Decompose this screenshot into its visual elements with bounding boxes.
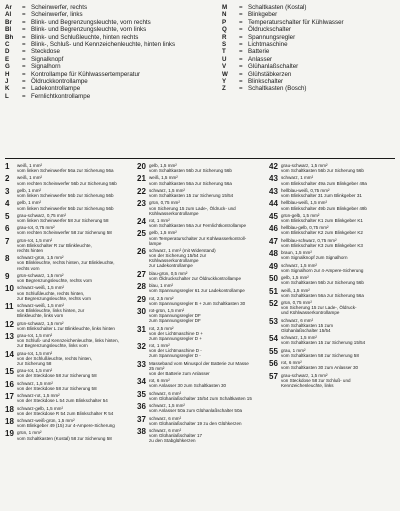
legend-description: Blinkschalter xyxy=(248,78,284,86)
wire-description: grün, 0,75 mm² von Sicherung 15 zum Lade-, Öldruck- und Kühlwasserkontrollampe xyxy=(149,200,236,216)
wire-entry xyxy=(269,250,396,260)
legend-equals: = xyxy=(22,18,26,26)
legend-description: Temperaturschalter für Kühlwasser xyxy=(248,18,344,26)
wire-description: schwarz-grün, 1,5 mm² von Blinkleuchte, rechts hinten, zur Blinkleuchte, rechts vorn xyxy=(17,255,115,271)
legend-equals: = xyxy=(239,41,243,49)
wire-number: 33 xyxy=(137,359,146,369)
wire-description: schwarz-weiß-grün, 1,5 mm² vom Blinkgeber 49 (15) zur 4-Ampere-Sicherung xyxy=(17,418,115,429)
legend-item xyxy=(222,63,397,70)
legend-item xyxy=(222,19,397,26)
wire-description: rot, 6 mm² vom Anlasser 30 zum Schaltkasten 30 xyxy=(149,378,227,389)
legend-equals: = xyxy=(22,33,26,41)
wire-entry xyxy=(5,368,132,378)
wire-number: 21 xyxy=(137,174,146,184)
legend-description: Öldruckkontrollampe xyxy=(31,78,88,86)
wire-entry xyxy=(269,225,396,235)
wire-entry xyxy=(137,428,264,443)
legend-code: P xyxy=(222,18,227,26)
wire-entry xyxy=(137,343,264,358)
legend-description: Scheinwerfer, rechts xyxy=(31,4,88,11)
wire-number: 12 xyxy=(5,319,14,329)
wire-number: 48 xyxy=(269,249,278,259)
wire-entry xyxy=(5,333,132,348)
wire-description: grün, 1 mm² vom Schaltkasten (Kostal) 58 zur Sicherung 58 xyxy=(17,430,112,441)
wire-number: 28 xyxy=(137,282,146,292)
legend-item xyxy=(5,71,220,78)
wire-entry xyxy=(137,163,264,173)
wire-description: hellblau-weiß, 0,75 mm² vom Blinkschalter 31 zum Blinkgeber 31 xyxy=(281,187,362,199)
wire-description: gelb, 1,5 mm² vom Schaltkasten 56b zur Sicherung 56b xyxy=(281,275,364,286)
legend-item xyxy=(222,78,397,85)
wire-number: 38 xyxy=(137,427,146,437)
legend-description: Steckdose xyxy=(31,48,60,56)
wire-entry xyxy=(137,403,264,413)
legend-item xyxy=(5,19,220,26)
wire-number: 55 xyxy=(269,346,278,356)
wire-entry xyxy=(269,213,396,223)
wire-number: 2 xyxy=(5,174,10,184)
wire-entry xyxy=(269,288,396,298)
legend-equals: = xyxy=(22,70,26,78)
legend-code: M xyxy=(222,4,228,11)
legend-item xyxy=(222,34,397,41)
wire-number: 18 xyxy=(5,404,14,414)
wire-entry xyxy=(137,175,264,185)
wire-entry xyxy=(5,321,132,331)
wire-description: schwarz, 6 mm² vom Schaltkasten 15 zum Glühanlaßschalter 15/54 xyxy=(281,317,334,333)
wire-description: gelb, 1 mm² vom linken Scheinwerfer 56b zur Sicherung 56b xyxy=(17,187,114,199)
wire-number: 26 xyxy=(137,247,146,256)
wire-number: 57 xyxy=(269,371,278,381)
wire-description: blau-grün, 0,5 mm² vom Öldruckschalter zur Öldruckkontrollampe xyxy=(149,270,241,281)
legend-item xyxy=(5,85,220,92)
wire-description: schwarz, 6 mm² vom Glühanlaßschalter 19 zu den Glühkerzen xyxy=(149,415,242,426)
legend-description: Schaltkasten (Kostal) xyxy=(248,4,307,11)
legend-description: Batterie xyxy=(248,48,270,56)
wire-entry xyxy=(137,218,264,228)
legend-code: J xyxy=(5,78,9,86)
wire-description: gelb, 1,5 mm² vom Schaltkasten 56b zur Sicherung 56b xyxy=(149,163,232,174)
wire-description: rot, 1 mm² von der Lichtmaschine D - zum Spannungsregler D - xyxy=(149,343,202,359)
wire-entry xyxy=(137,326,264,341)
wire-entry xyxy=(137,188,264,198)
wire-number: 29 xyxy=(137,294,146,304)
wire-entry xyxy=(5,273,132,283)
legend-description: Glühanlaßschalter xyxy=(248,63,299,71)
wire-entry xyxy=(5,406,132,416)
legend-description: Anlasser xyxy=(248,55,273,63)
wire-number: 45 xyxy=(269,211,278,221)
wire-number: 19 xyxy=(5,429,14,439)
wire-number: 56 xyxy=(269,359,278,369)
legend-code: Br xyxy=(5,18,12,26)
legend-description: Scheinwerfer, links xyxy=(31,11,83,19)
wire-description: grün, 0,75 mm² von Sicherung 15 zur Lade-, Öldruck- und Kühlwasserkontrollampe xyxy=(281,300,357,316)
legend-equals: = xyxy=(239,4,243,11)
legend-code: V xyxy=(222,63,227,71)
legend-description: Blink- und Begrenzungsleuchte, vorn rechts xyxy=(31,18,151,26)
wire-number: 53 xyxy=(269,316,278,326)
legend-equals: = xyxy=(22,48,26,56)
legend-code: U xyxy=(222,55,227,63)
legend-item xyxy=(222,48,397,55)
wire-number: 49 xyxy=(269,261,278,271)
wire-description: grün-rot, 1,5 mm² vom Blinkschalter R zur Blinkleuchte, rechts hinten xyxy=(17,237,92,253)
wire-entry xyxy=(269,348,396,358)
wire-number: 17 xyxy=(5,392,14,402)
wire-number: 25 xyxy=(137,229,146,239)
wire-entry xyxy=(5,430,132,440)
legend-code: Bl xyxy=(5,26,12,34)
wire-description: rot, 2,5 mm² von der Lichtmaschine D + zum Spannungsregler D + xyxy=(149,325,203,341)
wire-number: 9 xyxy=(5,271,10,281)
wire-number: 47 xyxy=(269,236,278,246)
legend-equals: = xyxy=(22,4,26,11)
legend-code: D xyxy=(5,48,10,56)
legend-code: Z xyxy=(222,85,226,93)
wire-entry xyxy=(5,213,132,223)
legend-item xyxy=(5,11,220,18)
wire-entry xyxy=(5,418,132,428)
legend-code: N xyxy=(222,11,227,19)
wire-number: 24 xyxy=(137,216,146,226)
wire-description: rot-grün, 1,5 mm² vom Spannungsregler DF zum Spannungsregler DF xyxy=(149,308,201,324)
wire-description: schwarz, 1,5 mm² vom Schaltkasten 15 zur Sicherung 15/54 xyxy=(149,187,234,199)
wire-entry xyxy=(5,238,132,253)
wire-list-column-3 xyxy=(269,163,396,390)
wire-number: 32 xyxy=(137,342,146,352)
wire-entry xyxy=(137,200,264,215)
wire-number: 6 xyxy=(5,224,10,234)
wire-entry xyxy=(137,283,264,293)
wire-description: schwarz, 1,5 mm² vom Schaltkasten 15 zur Sicherung 15/54 xyxy=(281,335,366,346)
wire-entry xyxy=(137,361,264,376)
divider-rule xyxy=(5,158,395,159)
legend-equals: = xyxy=(239,18,243,26)
wire-description: grau, 1 mm² vom Schaltkasten 58 zur Sicherung 58 xyxy=(281,347,359,358)
wire-entry xyxy=(137,391,264,401)
wire-description: grün-schwarz, 1,5 mm² von Begrenzungsleuchte, rechts vorn xyxy=(17,272,93,284)
wire-number: 50 xyxy=(269,274,278,284)
legend-item xyxy=(5,48,220,55)
legend-description: Fernlichtkontrollampe xyxy=(31,92,91,100)
wire-number: 54 xyxy=(269,334,278,344)
legend-code: C xyxy=(5,41,10,49)
legend-code: Q xyxy=(222,26,227,34)
legend-code: Ar xyxy=(5,4,12,11)
wire-entry xyxy=(269,263,396,273)
wire-description: weiß, 1 mm² vom linken Scheinwerfer 56a zur Sicherung 56a xyxy=(17,163,114,174)
wire-entry xyxy=(5,225,132,235)
wire-number: 10 xyxy=(5,284,14,294)
wire-description: grau-rot, 0,75 mm² vom rechten Scheinwerfer 58 zur Sicherung 58 xyxy=(17,225,112,236)
wire-description: hellblau-weiß, 1,5 mm² vom Blinkschalter 49b zum Blinkgeber 49b xyxy=(281,200,367,211)
legend-equals: = xyxy=(239,55,243,63)
legend-description: Öldruckschalter xyxy=(248,26,291,34)
legend-description: Blink- und Schlußleuchte, hinten rechts xyxy=(31,33,139,41)
legend-equals: = xyxy=(239,78,243,86)
wire-entry xyxy=(5,393,132,403)
wire-number: 34 xyxy=(137,377,146,387)
legend-equals: = xyxy=(22,92,26,100)
wire-description: grün-gelb, 1,5 mm² vom Blinkschalter K1 zum Blinkgeber K1 xyxy=(281,212,363,223)
wire-number: 16 xyxy=(5,379,14,389)
legend-item xyxy=(5,4,220,11)
legend-description: Glühstäbkerzen xyxy=(248,70,292,78)
legend-item xyxy=(5,78,220,85)
wire-number: 3 xyxy=(5,186,10,196)
wire-number: 5 xyxy=(5,211,10,221)
legend-equals: = xyxy=(239,33,243,41)
wire-number: 43 xyxy=(269,186,278,196)
legend-code: R xyxy=(222,33,227,41)
wire-entry xyxy=(5,200,132,210)
legend-equals: = xyxy=(22,26,26,34)
wire-list-column-1 xyxy=(5,163,132,443)
legend-equals: = xyxy=(22,11,26,19)
component-legend-left xyxy=(5,4,220,100)
legend-item xyxy=(222,4,397,11)
wire-entry xyxy=(137,230,264,245)
legend-equals: = xyxy=(22,85,26,93)
legend-description: Blink-, Schluß- und Kennzeichenleuchte, hinten links xyxy=(31,41,176,49)
wire-number: 35 xyxy=(137,389,146,399)
legend-description: Signalknopf xyxy=(31,55,64,63)
legend-equals: = xyxy=(239,26,243,34)
wire-entry xyxy=(5,163,132,173)
legend-item xyxy=(222,11,397,18)
wire-number: 1 xyxy=(5,162,10,171)
wire-description: grau-rot, 1,5 mm² von der Schlußleuchte, rechts hinten, zur Sicherung 58 xyxy=(17,350,93,366)
wire-description: blau, 1 mm² vom Spannungsregler 61 zur Ladekontrollampe xyxy=(149,283,245,294)
wire-number: 14 xyxy=(5,349,14,359)
legend-code: L xyxy=(5,92,9,100)
wire-entry xyxy=(137,296,264,306)
wire-number: 23 xyxy=(137,199,146,209)
wire-description: grau-schwarz, 1,5 mm² vom Schaltkasten 56b zur Sicherung 56b xyxy=(281,163,364,174)
wire-number: 18 xyxy=(5,417,14,426)
wire-entry xyxy=(269,200,396,210)
wire-number: 22 xyxy=(137,186,146,196)
wire-entry xyxy=(137,308,264,323)
wire-number: 31 xyxy=(137,324,146,334)
wire-description: schwarz, 1,5 mm² vom Signalhorn zur 4-Ampere-Sicherung xyxy=(281,262,364,273)
wire-number: 27 xyxy=(137,269,146,279)
wire-entry xyxy=(5,381,132,391)
legend-equals: = xyxy=(239,85,243,93)
legend-code: H xyxy=(5,70,10,78)
wire-description: grau-rot, 1,5 mm² von Schluß- und Kennzeichenleuchte, links hinten, zur Begrenzungsleuchte, links vorn xyxy=(17,333,119,349)
legend-item xyxy=(5,93,220,100)
wire-description: weiß, 1,5 mm² vom Schaltkasten 56a zur Sicherung 56a xyxy=(281,287,364,298)
wire-number: 13 xyxy=(5,332,14,341)
wire-entry xyxy=(269,373,396,388)
legend-code: T xyxy=(222,48,226,56)
wire-number: 42 xyxy=(269,162,278,171)
wire-description: schwarz-weiß, 1,5 mm² von Schlußleuchte, rechts hinten, zur Begrenzungsleuchte, rechts vorn xyxy=(17,285,92,301)
wire-description: schwarz-gelb, 1,5 mm² von der Steckdose R 54 zum Blinkschalter R 54 xyxy=(17,405,114,416)
wire-description: gelb, 1 mm² vom linken Scheinwerfer 56b zur Sicherung 56b xyxy=(17,200,114,211)
wire-description: hellblau-gelb, 0,75 mm² vom Blinkschalter K2 zum Blinkgeber K2 xyxy=(281,225,363,236)
wire-description: grau-schwarz, 1,5 mm² von Steckdose 58 zur Schluß- und Kennzeichenleuchte, links xyxy=(281,372,351,388)
legend-description: Spannungsregler xyxy=(248,33,296,41)
wire-entry xyxy=(269,188,396,198)
legend-description: Lichtmaschine xyxy=(248,41,288,49)
wire-entry xyxy=(137,378,264,388)
wire-number: 37 xyxy=(137,414,146,424)
wire-entry xyxy=(269,300,396,315)
wire-description: weiß, 1,5 mm² vom Schaltkasten 56a zur Sicherung 56a xyxy=(149,175,232,186)
wire-entry xyxy=(5,188,132,198)
wire-description: rot, 1 mm² vom Schaltkasten 56a zur Fernlichtkontrollampe xyxy=(149,217,247,229)
wire-entry xyxy=(269,275,396,285)
legend-description: Ladekontrollampe xyxy=(31,85,81,93)
wire-entry xyxy=(5,255,132,270)
wire-number: 8 xyxy=(5,254,10,264)
wire-description: braun, 1,5 mm² vom Signalknopf zum Signalhorn xyxy=(281,250,348,261)
legend-item xyxy=(5,56,220,63)
wire-description: rot, 6 mm² vom Schaltkasten 30 zum Anlasser 30 xyxy=(281,360,359,371)
legend-code: Al xyxy=(5,11,12,19)
wire-number: 15 xyxy=(5,367,14,377)
legend-equals: = xyxy=(239,63,243,71)
legend-code: Bh xyxy=(5,33,14,41)
wire-entry xyxy=(137,248,264,268)
legend-code: Y xyxy=(222,78,227,86)
wire-list-column-2 xyxy=(137,163,264,446)
legend-equals: = xyxy=(22,55,26,63)
legend-item xyxy=(5,34,220,41)
legend-equals: = xyxy=(239,48,243,56)
legend-description: Schaltkasten (Bosch) xyxy=(248,85,307,93)
wire-entry xyxy=(269,163,396,173)
legend-description: Blinkgeber xyxy=(248,11,278,19)
wire-number: 20 xyxy=(137,162,146,171)
wire-description: schwarz, 6 mm² vom Glühanlaßschalter 17 zu den Stabglühkerzen xyxy=(149,428,203,444)
wire-number: 46 xyxy=(269,224,278,234)
wire-description: rot, 2,5 mm² vom Spannungsregler B + zum Schaltkasten 30 xyxy=(149,295,246,306)
wire-entry xyxy=(137,271,264,281)
wire-description: schwarz, 1,5 mm² vom Anlasser 50a zum Glühanlaßschalter 50a xyxy=(149,403,243,414)
legend-description: Kontrollampe für Kühlwassertemperatur xyxy=(31,70,141,78)
wire-description: grau-schwarz, 0,75 mm² vom linken Scheinwerfer 58 zur Sicherung 58 xyxy=(17,212,109,223)
wire-description: schwarz, 1 mm² vom Blinkschalter 49a zum Blinkgeber 49a xyxy=(281,175,367,186)
legend-equals: = xyxy=(239,70,243,78)
wire-description: weiß, 1 mm² vom rechten Scheinwerfer 56b zur Sicherung 56b xyxy=(17,175,117,186)
legend-item xyxy=(222,56,397,63)
wire-description: grün-schwarz, 1,5 mm² vom Blinkschalter L zur Blinkleuchte, links hinten xyxy=(17,320,115,331)
wire-description: schwarz, 6 mm² vom Glühanlaßschalter 15/54 zum Schaltkasten 15 xyxy=(149,390,252,401)
wire-number: 51 xyxy=(269,286,278,296)
wire-description: schwarz-rot, 1,5 mm² von der Steckdose L 54 zum Blinkschalter 54 xyxy=(17,393,108,404)
wire-number: 4 xyxy=(5,199,10,209)
component-legend-right xyxy=(222,4,397,93)
wire-entry xyxy=(5,351,132,366)
wire-description: grau-rot, 1,5 mm² von der Steckdose 58 zur Sicherung 58 xyxy=(17,368,97,379)
wire-entry xyxy=(269,318,396,333)
wire-number: 52 xyxy=(269,299,278,309)
wire-description: Masseband vom Minuspol der Batterie zur Masse 25 mm² von der Batterie zum Anlasser xyxy=(149,360,249,376)
legend-code: E xyxy=(5,55,10,63)
legend-equals: = xyxy=(22,41,26,49)
wire-number: 30 xyxy=(137,307,146,317)
legend-item xyxy=(5,41,220,48)
legend-item xyxy=(222,85,397,92)
legend-code: K xyxy=(5,85,10,93)
wire-number: 7 xyxy=(5,236,10,246)
wire-number: 43 xyxy=(269,174,278,184)
legend-item xyxy=(222,41,397,48)
wire-description: schwarz-weiß, 1,5 mm² von Blinkleuchte, links hinten, zur Blinkleuchte, links vorn xyxy=(17,302,85,319)
legend-description: Signalhorn xyxy=(31,63,61,71)
legend-code: S xyxy=(222,41,227,49)
legend-equals: = xyxy=(22,63,26,71)
wire-entry xyxy=(269,335,396,345)
wire-description: gelb, 1,5 mm² vom Temperaturschalter zur Kühlwasserkontroll- lampe xyxy=(149,230,247,246)
wire-entry xyxy=(5,175,132,185)
wire-number: 11 xyxy=(5,301,14,311)
legend-description: Blink- und Begrenzungsleuchte, vorn links xyxy=(31,26,147,34)
wire-entry xyxy=(269,360,396,370)
wire-number: 44 xyxy=(269,199,278,209)
wire-entry xyxy=(269,175,396,185)
wire-entry xyxy=(5,303,132,318)
legend-code: W xyxy=(222,70,228,78)
legend-equals: = xyxy=(22,78,26,86)
wire-entry xyxy=(269,238,396,248)
legend-equals: = xyxy=(239,11,243,19)
legend-item xyxy=(222,26,397,33)
legend-item xyxy=(5,26,220,33)
wire-description: schwarz, 1,5 mm² von der Steckdose 58 zur Sicherung 58 xyxy=(17,380,97,391)
legend-code: G xyxy=(5,63,10,71)
wire-entry xyxy=(137,416,264,426)
legend-item xyxy=(5,63,220,70)
wire-number: 36 xyxy=(137,402,146,412)
legend-item xyxy=(222,71,397,78)
wire-description: schwarz, 1 mm² (mit Widerstand) von der Sicherung 15/54 zur Kühlwasserkontrollampe zur Ladekontrollampe xyxy=(149,248,216,269)
wire-entry xyxy=(5,285,132,300)
wire-description: hellblau-schwarz, 0,75 mm² vom Blinkschalter K3 zum Blinkgeber K3 xyxy=(281,237,363,248)
